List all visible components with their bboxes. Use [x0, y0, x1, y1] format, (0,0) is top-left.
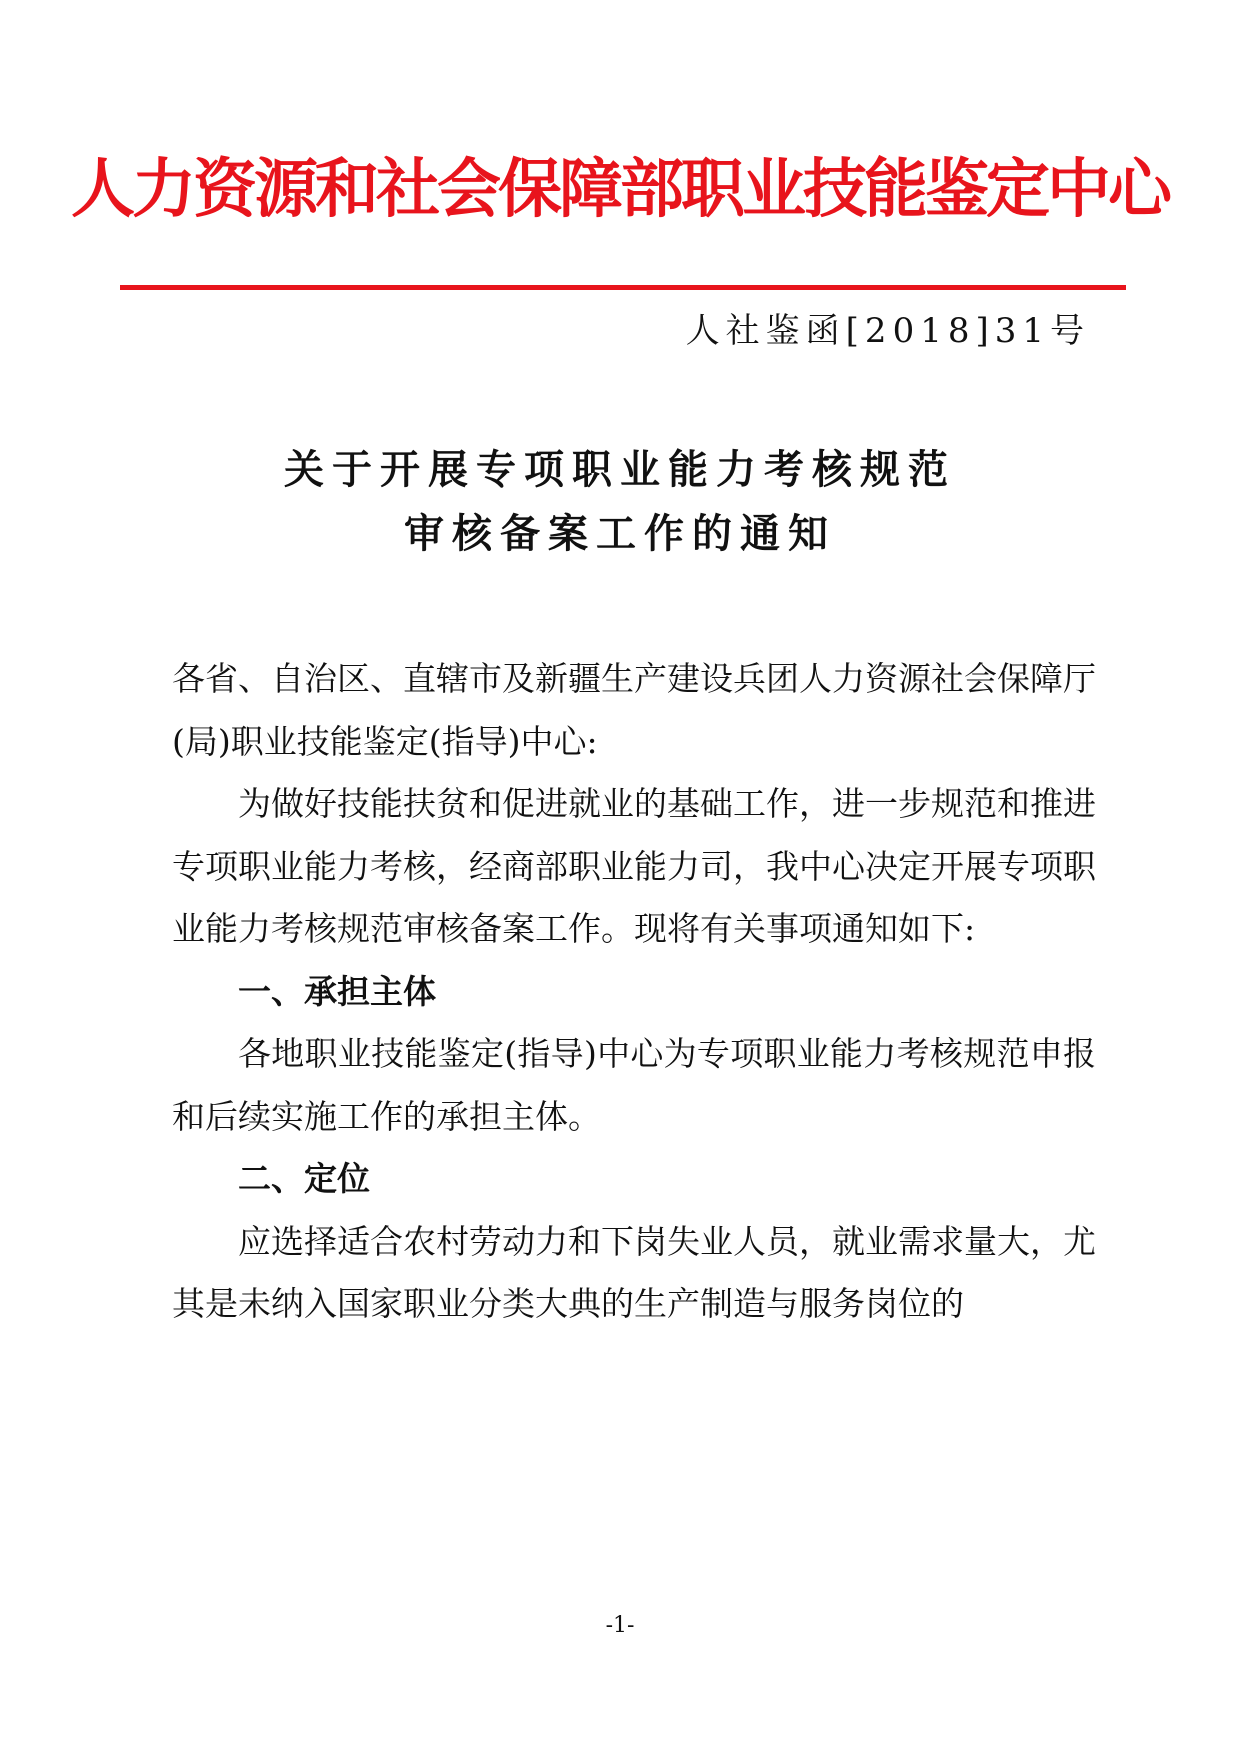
section-2-heading: 二、定位 [238, 1159, 370, 1198]
section-2-paragraph: 应选择适合农村劳动力和下岗失业人员，就业需求量大，尤其是未纳入国家职业分类大典的生产制造与服务岗位的 [172, 1221, 1096, 1323]
red-divider-line [120, 285, 1126, 290]
intro-paragraph: 为做好技能扶贫和促进就业的基础工作，进一步规范和推进专项职业能力考核，经商部职业能力司，我中心决定开展专项职业能力考核规范审核备案工作。现将有关事项通知如下: [172, 784, 1096, 948]
title-line-1: 关于开展专项职业能力考核规范 [284, 447, 956, 493]
document-body [172, 648, 1096, 1336]
recipients-paragraph: 各省、自治区、直辖市及新疆生产建设兵团人力资源社会保障厅(局)职业技能鉴定(指导)中心: [172, 659, 1096, 761]
page-number: -1- [605, 1613, 635, 1638]
document-title [0, 438, 1240, 566]
title-line-2: 审核备案工作的通知 [404, 511, 836, 557]
section-1-heading: 一、承担主体 [238, 971, 436, 1011]
organization-masthead: 人力资源和社会保障部职业技能鉴定中心 [71, 152, 1169, 227]
section-1-paragraph: 各地职业技能鉴定(指导)中心为专项职业能力考核规范申报和后续实施工作的承担主体。 [172, 1034, 1096, 1136]
document-number: 人社鉴函[2018]31号 [685, 311, 1090, 351]
